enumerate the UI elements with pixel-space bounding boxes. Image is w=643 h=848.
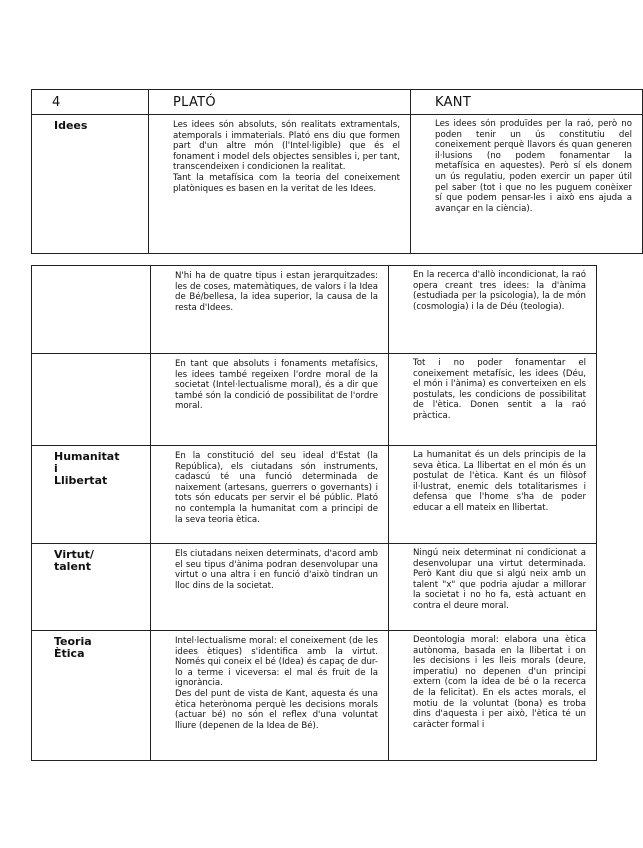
kant-cell [389,631,596,730]
kant-cell [389,266,596,312]
row-idees [32,115,643,254]
row-label [32,266,151,354]
kant-paragraph: Ningú neix determinat ni condicionat a desenvolupar una virtut determinada. Però Kant diu que si algú neix amb un talent "x" que podria ajudar a millorar la societat i no ho fa, està actuant en contra el deure moral. [413,548,586,611]
plato-cell [151,354,388,412]
plato-cell [151,266,388,313]
kant-cell [389,446,596,514]
comparison-table-top [31,89,643,254]
row-label [32,354,151,446]
kant-cell [411,115,642,214]
header-row [32,90,643,115]
kant-cell [389,354,596,422]
kant-paragraph: Les idees són produïdes per la raó, però no poden tenir un ús constitutiu del coneixement perquè llavors és quan generen il·lusions (no podem fonamentar la metafísica en aquestes). Però sí els donem un ús regulatiu, poden exercir un paper útil pel saber (tot i que no les puguem conèixer sí que podem pensar-les i això ens ajuda a avançar en la ciència). [435,119,632,214]
row-virtut [32,544,597,631]
row-label: Teoria Ètica [32,631,151,761]
plato-cell [151,544,388,591]
kant-paragraph: La humanitat és un dels principis de la seva ètica. La llibertat en el món és un postulat de l'ètica. Kant és un filòsof il·lustrat, enemic dels totalitarismes i defensa que l'home s'ha de poder educar a ell mateix en llibertat. [413,450,586,513]
row-label: Virtut/ talent [32,544,151,631]
row-ordre-moral [32,354,597,446]
row-tipus-idees [32,266,597,354]
header-kant: KANT [411,90,643,115]
plato-cell [149,115,410,194]
kant-paragraph: Deontologia moral: elabora una ètica autònoma, basada en la llibertat i on les decisions i les lleis morals (deure, imperatiu) no depenen d'un principi extern (com la idea de bé o la recerca de la felicitat). En els actes morals, el motiu de la voluntat (bona) es troba dins d'aquesta i per això, l'ètica té un caràcter formal i [413,635,586,730]
row-teoria-etica [32,631,597,761]
kant-paragraph: Tot i no poder fonamentar el coneixement metafísic, les idees (Déu, el món i l'ànima) es converteixen en els postulats, les condicions de possibilitat de l'ètica. Donen sentit a la raó pràctica. [413,358,586,421]
row-humanitat [32,446,597,544]
header-number: 4 [32,90,149,115]
plato-cell [151,631,388,731]
plato-paragraph: Tant la metafísica com la teoria del coneixement platòniques es basen en la veritat de les Idees. [173,172,400,194]
plato-cell [151,446,388,525]
plato-paragraph: N'hi ha de quatre tipus i estan jerarquitzades: les de coses, matemàtiques, de valors i la Idea de Bé/bellesa, la idea superior, la causa de la resta d'Idees. [175,271,378,313]
kant-paragraph: En la recerca d'allò incondicionat, la raó opera creant tres idees: la d'ànima (estudiada per la psicologia), la de món (cosmologia) i la de Déu (teologia). [413,270,586,312]
plato-paragraph: Intel·lectualisme moral: el coneixement (de les idees ètiques) s'identifica amb la virtut. Només qui coneix el bé (Idea) és capaç de dur-lo a terme i viceversa: el mal és fruit de la ignorància. [175,636,378,689]
header-plato: PLATÓ [149,90,411,115]
comparison-table-bottom [31,265,597,761]
row-label: Humanitat i Llibertat [32,446,151,544]
plato-paragraph: En la constitució del seu ideal d'Estat (la República), els ciutadans són instruments, cadascú té una funció determinada de naixement (artesans, guerrers o governants) i tots són educats per servir el bé públic. Plató no contempla la humanitat com a principi de la seva teoria ètica. [175,451,378,525]
plato-paragraph: Les idees són absoluts, són realitats extramentals, atemporals i immaterials. Plató ens diu que formen part d'un altre món (l'Intel·ligible) que és el fonament i model dels objectes sensibles i, per tant, transcendeixen i condicionen la realitat. [173,120,400,173]
plato-paragraph: En tant que absoluts i fonaments metafísics, les idees també regeixen l'ordre moral de la societat (Intel·lectualisme moral), és a dir que també són la condició de possibilitat de l'ordre moral. [175,359,378,412]
row-label: Idees [32,115,149,254]
plato-paragraph: Des del punt de vista de Kant, aquesta és una ètica heterònoma perquè les decisions morals (actuar bé) no són el reflex d'una voluntat lliure (depenen de la Idea de Bé). [175,688,378,731]
plato-paragraph: Els ciutadans neixen determinats, d'acord amb el seu tipus d'ànima podran desenvolupar una virtut o una altra i en funció d'això tindran un lloc dins de la societat. [175,549,378,591]
kant-cell [389,544,596,612]
